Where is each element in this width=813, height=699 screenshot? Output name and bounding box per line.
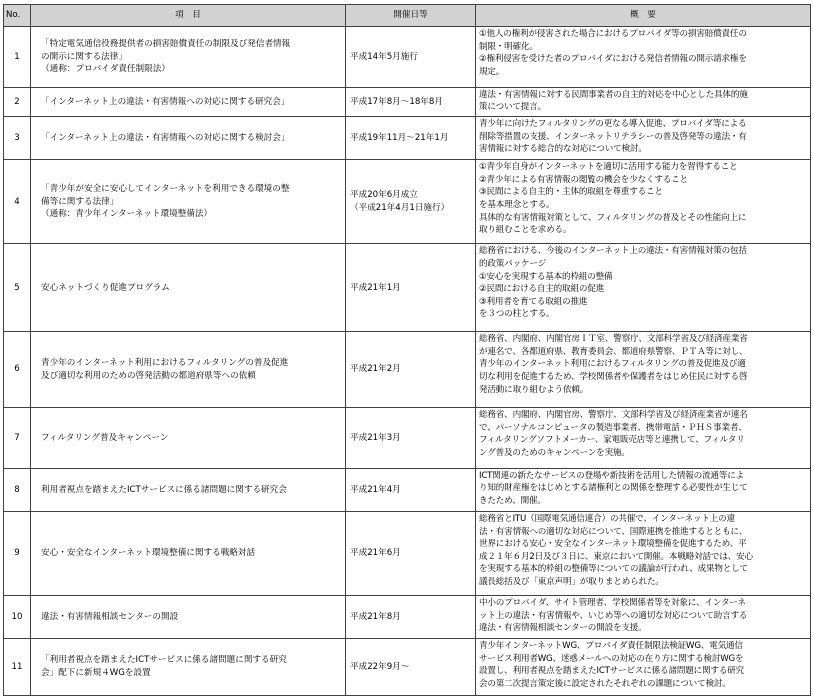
table-row <box>4 639 811 696</box>
row-item-line: 会」配下に新規４WGを設置 <box>41 668 151 679</box>
row-summary-line: で、パーソナルコンピュータの製造事業者、携帯電話・ＰＨＳ事業者、 <box>479 422 747 433</box>
row-summary-line: 制限・明確化。 <box>479 41 538 52</box>
row-date <box>346 87 476 116</box>
row-number: 9 <box>4 511 31 595</box>
row-item-line: フィルタリング普及キャンペーン <box>41 432 169 443</box>
row-summary <box>476 408 811 469</box>
row-item-line: 違法・有害情報相談センターの開設 <box>41 611 179 622</box>
row-date-line: 平成21年8月 <box>350 611 401 622</box>
row-summary-line: ①他人の権利が侵害された場合におけるプロバイダ等の損害賠償責任の <box>479 29 747 39</box>
row-date <box>346 596 476 639</box>
row-summary <box>476 244 811 332</box>
row-summary-line: きたため、開催。 <box>479 495 546 506</box>
row-summary-line: 総務省とITU（国際電気通信連合）の共催で、インターネット上の違 <box>479 513 735 524</box>
table-row <box>4 160 811 244</box>
row-summary-line: ット上の違法・有害情報や、いじめ等への適切な対応について助言する <box>479 610 748 621</box>
row-summary-line: ③民間による自主的・主体的取組を尊重すること <box>479 187 663 198</box>
header-date: 開催日等 <box>346 5 476 27</box>
policy-table <box>3 4 811 696</box>
row-item-line: （通称：プロバイダ責任制限法） <box>41 64 170 75</box>
row-summary-line: 中小のプロバイダ、サイト管理者、学校関係者等を対象に、インターネ <box>479 598 746 609</box>
table-row <box>4 596 811 639</box>
row-summary-line: 規定。 <box>479 66 505 77</box>
row-summary-line: 法・有害情報への適切な対応について、国際連携を推進するとともに、 <box>479 526 748 537</box>
row-item <box>31 160 346 244</box>
row-summary-line: 総務省、内閣府、内閣官房ＩＴ室、警察庁、文部科学省及び経済産業省 <box>479 334 748 345</box>
row-date-line: 平成22年9月～ <box>350 661 410 672</box>
row-summary-line: を実現する基本的枠組の整備等についての議論が行われ、成果物として <box>479 564 748 575</box>
row-item-line: 青少年のインターネット利用におけるフィルタリングの普及促進 <box>41 358 289 369</box>
row-date-line: 平成21年3月 <box>350 432 401 443</box>
row-item-line: 安心ネットづくり促進プログラム <box>41 282 170 293</box>
table-row <box>4 468 811 511</box>
row-number: 5 <box>4 244 31 332</box>
row-date <box>346 408 476 469</box>
row-summary-line: 的政策パッケージ <box>479 258 546 269</box>
row-summary-line: 発活動に取り組むよう依頼。 <box>479 384 589 395</box>
row-summary-line: 成２１年６月2日及び３日に、東京において開催。本戦略対話では、安心 <box>479 551 753 562</box>
row-summary <box>476 27 811 88</box>
row-number: 3 <box>4 117 31 160</box>
row-summary-line: 青少年インターネットWG、プロバイダ責任制限法検証WG、電気通信 <box>479 641 743 652</box>
row-summary <box>476 596 811 639</box>
row-summary-line: 総務省における、今後のインターネット上の違法・有害情報対策の包括 <box>479 246 747 257</box>
row-item <box>31 244 346 332</box>
row-item-line: 備等に関する法律」 <box>41 196 119 207</box>
row-date <box>346 117 476 160</box>
row-item <box>31 87 346 116</box>
row-summary-line: 切な利用を促進するため、学校関係者や保護者をはじめ住民に対する啓 <box>479 371 748 382</box>
table-row <box>4 511 811 595</box>
header-summary: 概 要 <box>476 5 811 27</box>
table-row <box>4 408 811 469</box>
row-summary-line: 違法・有害情報相談センターの開設を支援。 <box>479 623 647 634</box>
row-date <box>346 160 476 244</box>
table-row <box>4 244 811 332</box>
row-summary-line: 設置し、利用者視点を踏まえたICTサービスに係る諸問題に関する研究 <box>479 666 744 677</box>
row-summary <box>476 87 811 116</box>
row-date <box>346 27 476 88</box>
header-no: No. <box>4 5 31 27</box>
row-summary-line: 害情報に対する総合的な対応について検討。 <box>479 144 647 155</box>
row-summary-line: ③利用者を育てる取組の推進 <box>479 296 588 307</box>
row-summary-line: 違法・有害情報に対する民間事業者の自主的対応を中心とした具体的施 <box>479 89 748 100</box>
row-date-line: 平成21年2月 <box>350 364 401 375</box>
header-row <box>4 5 811 27</box>
row-item-line: の開示に関する法律」 <box>41 51 127 62</box>
row-date <box>346 511 476 595</box>
row-summary-line: ング普及のためのキャンペーンを実施。 <box>479 447 630 458</box>
row-summary <box>476 332 811 408</box>
row-summary-line: 削除等措置の支援、インターネットリテラシーの普及啓発等の違法・有 <box>479 131 747 142</box>
row-date-line: 平成19年11月～21年1月 <box>350 132 449 143</box>
row-item-line: （通称：青少年インターネット環境整備法） <box>41 209 213 220</box>
row-item <box>31 408 346 469</box>
row-summary-line: ①安心を実現する基本的枠組の整備 <box>479 271 613 282</box>
row-summary-line: 議長総括及び「東京声明」が取りまとめられた。 <box>479 576 664 587</box>
table-row <box>4 117 811 160</box>
row-summary <box>476 468 811 511</box>
row-summary-line: を３つの柱とする。 <box>479 309 555 320</box>
row-number: 4 <box>4 160 31 244</box>
table-row <box>4 332 811 408</box>
row-summary-line: フィルタリングソフトメーカー、家電販売店等と連携して、フィルタリ <box>479 435 745 446</box>
row-summary-line: 策について提言。 <box>479 102 546 113</box>
row-item-line: 利用者視点を踏まえたICTサービスに係る諸問題に関する研究会 <box>41 484 287 495</box>
row-date-line: 平成21年1月 <box>350 282 401 293</box>
row-item <box>31 27 346 88</box>
row-item-line: 「インターネット上の違法・有害情報への対応に関する検討会」 <box>41 132 290 143</box>
row-summary-line: り知的財産権をはじめとする諸権利との関係を整理する必要性が生じて <box>479 483 748 494</box>
row-summary-line: 具体的な有害情報対策として、フィルタリングの普及とその性能向上に <box>479 212 747 223</box>
row-number: 1 <box>4 27 31 88</box>
row-number: 6 <box>4 332 31 408</box>
row-item <box>31 468 346 511</box>
row-number: 10 <box>4 596 31 639</box>
row-date-line: 平成20年6月成立 <box>350 190 418 201</box>
row-item <box>31 117 346 160</box>
row-number: 7 <box>4 408 31 469</box>
table-row <box>4 87 811 116</box>
row-item-line: 「インターネット上の違法・有害情報への対応に関する研究会」 <box>41 96 290 107</box>
row-item <box>31 596 346 639</box>
header-item: 項 目 <box>31 5 346 27</box>
row-summary <box>476 117 811 160</box>
row-date-line: 平成21年4月 <box>350 484 401 495</box>
table-row <box>4 27 811 88</box>
row-summary-line: を基本理念とする。 <box>479 200 555 211</box>
row-summary-line: 取り組むことを求める。 <box>479 225 572 236</box>
row-date <box>346 332 476 408</box>
row-item-line: 「青少年が安全に安心してインターネットを利用できる環境の整 <box>41 183 290 194</box>
row-summary <box>476 160 811 244</box>
row-summary-line: 青少年のインターネット利用におけるフィルタリングの普及促進及び適 <box>479 359 746 370</box>
row-item-line: 「利用者視点を踏まえたICTサービスに係る諸問題に関する研究 <box>41 655 287 666</box>
row-summary <box>476 511 811 595</box>
row-item <box>31 639 346 696</box>
table-body <box>4 27 811 696</box>
row-item <box>31 332 346 408</box>
row-summary-line: ②権利侵害を受けた者のプロバイダにおける発信者情報の開示請求権を <box>479 54 747 65</box>
row-summary-line: ①青少年自身がインターネットを適切に活用する能力を習得すること <box>479 162 738 173</box>
row-item-line: 安心・安全なインターネット環境整備に関する戦略対話 <box>41 548 256 559</box>
row-number: 2 <box>4 87 31 116</box>
row-summary-line: 総務省、内閣府、内閣官房、警察庁、文部科学省及び経済産業省が連名 <box>479 410 748 421</box>
row-summary-line: ICT関連の新たなサービスの登場や新技術を活用した情報の流通等によ <box>479 470 744 481</box>
row-summary <box>476 639 811 696</box>
row-date <box>346 639 476 696</box>
row-date-line: 平成17年8月～18年8月 <box>350 96 443 107</box>
row-item <box>31 511 346 595</box>
row-summary-line: サービス利用者WG、迷惑メールへの対応の在り方に関する検討WGを <box>479 653 744 664</box>
row-item-line: 及び適切な利用のための啓発活動の都道府県等への依頼 <box>41 370 256 381</box>
row-summary-line: 会の第二次提言策定後に設定されたそれぞれの課題について検討。 <box>479 678 731 689</box>
row-summary-line: ②民間における自主的取組の促進 <box>479 284 605 295</box>
row-date-line: 平成14年5月施行 <box>350 51 418 62</box>
row-summary-line: が連名で、各都道府県、教育委員会、都道府県警察、ＰＴＡ等に対し、 <box>479 346 748 357</box>
row-summary-line: ②青少年による有害情報の閲覧の機会を少なくすること <box>479 174 688 185</box>
row-summary-line: 世界における安心・安全なインターネット環境整備を促進するため、平 <box>479 539 747 550</box>
row-number: 8 <box>4 468 31 511</box>
row-number: 11 <box>4 639 31 696</box>
row-date <box>346 244 476 332</box>
row-summary-line: 青少年に向けたフィルタリングの更なる導入促進、プロバイダ等による <box>479 119 747 130</box>
row-item-line: 「特定電気通信役務提供者の損害賠償責任の制限及び発信者情報 <box>41 38 291 49</box>
row-date-line: 平成21年6月 <box>350 548 401 559</box>
row-date-line: （平成21年4月1日施行） <box>350 202 450 213</box>
row-date <box>346 468 476 511</box>
